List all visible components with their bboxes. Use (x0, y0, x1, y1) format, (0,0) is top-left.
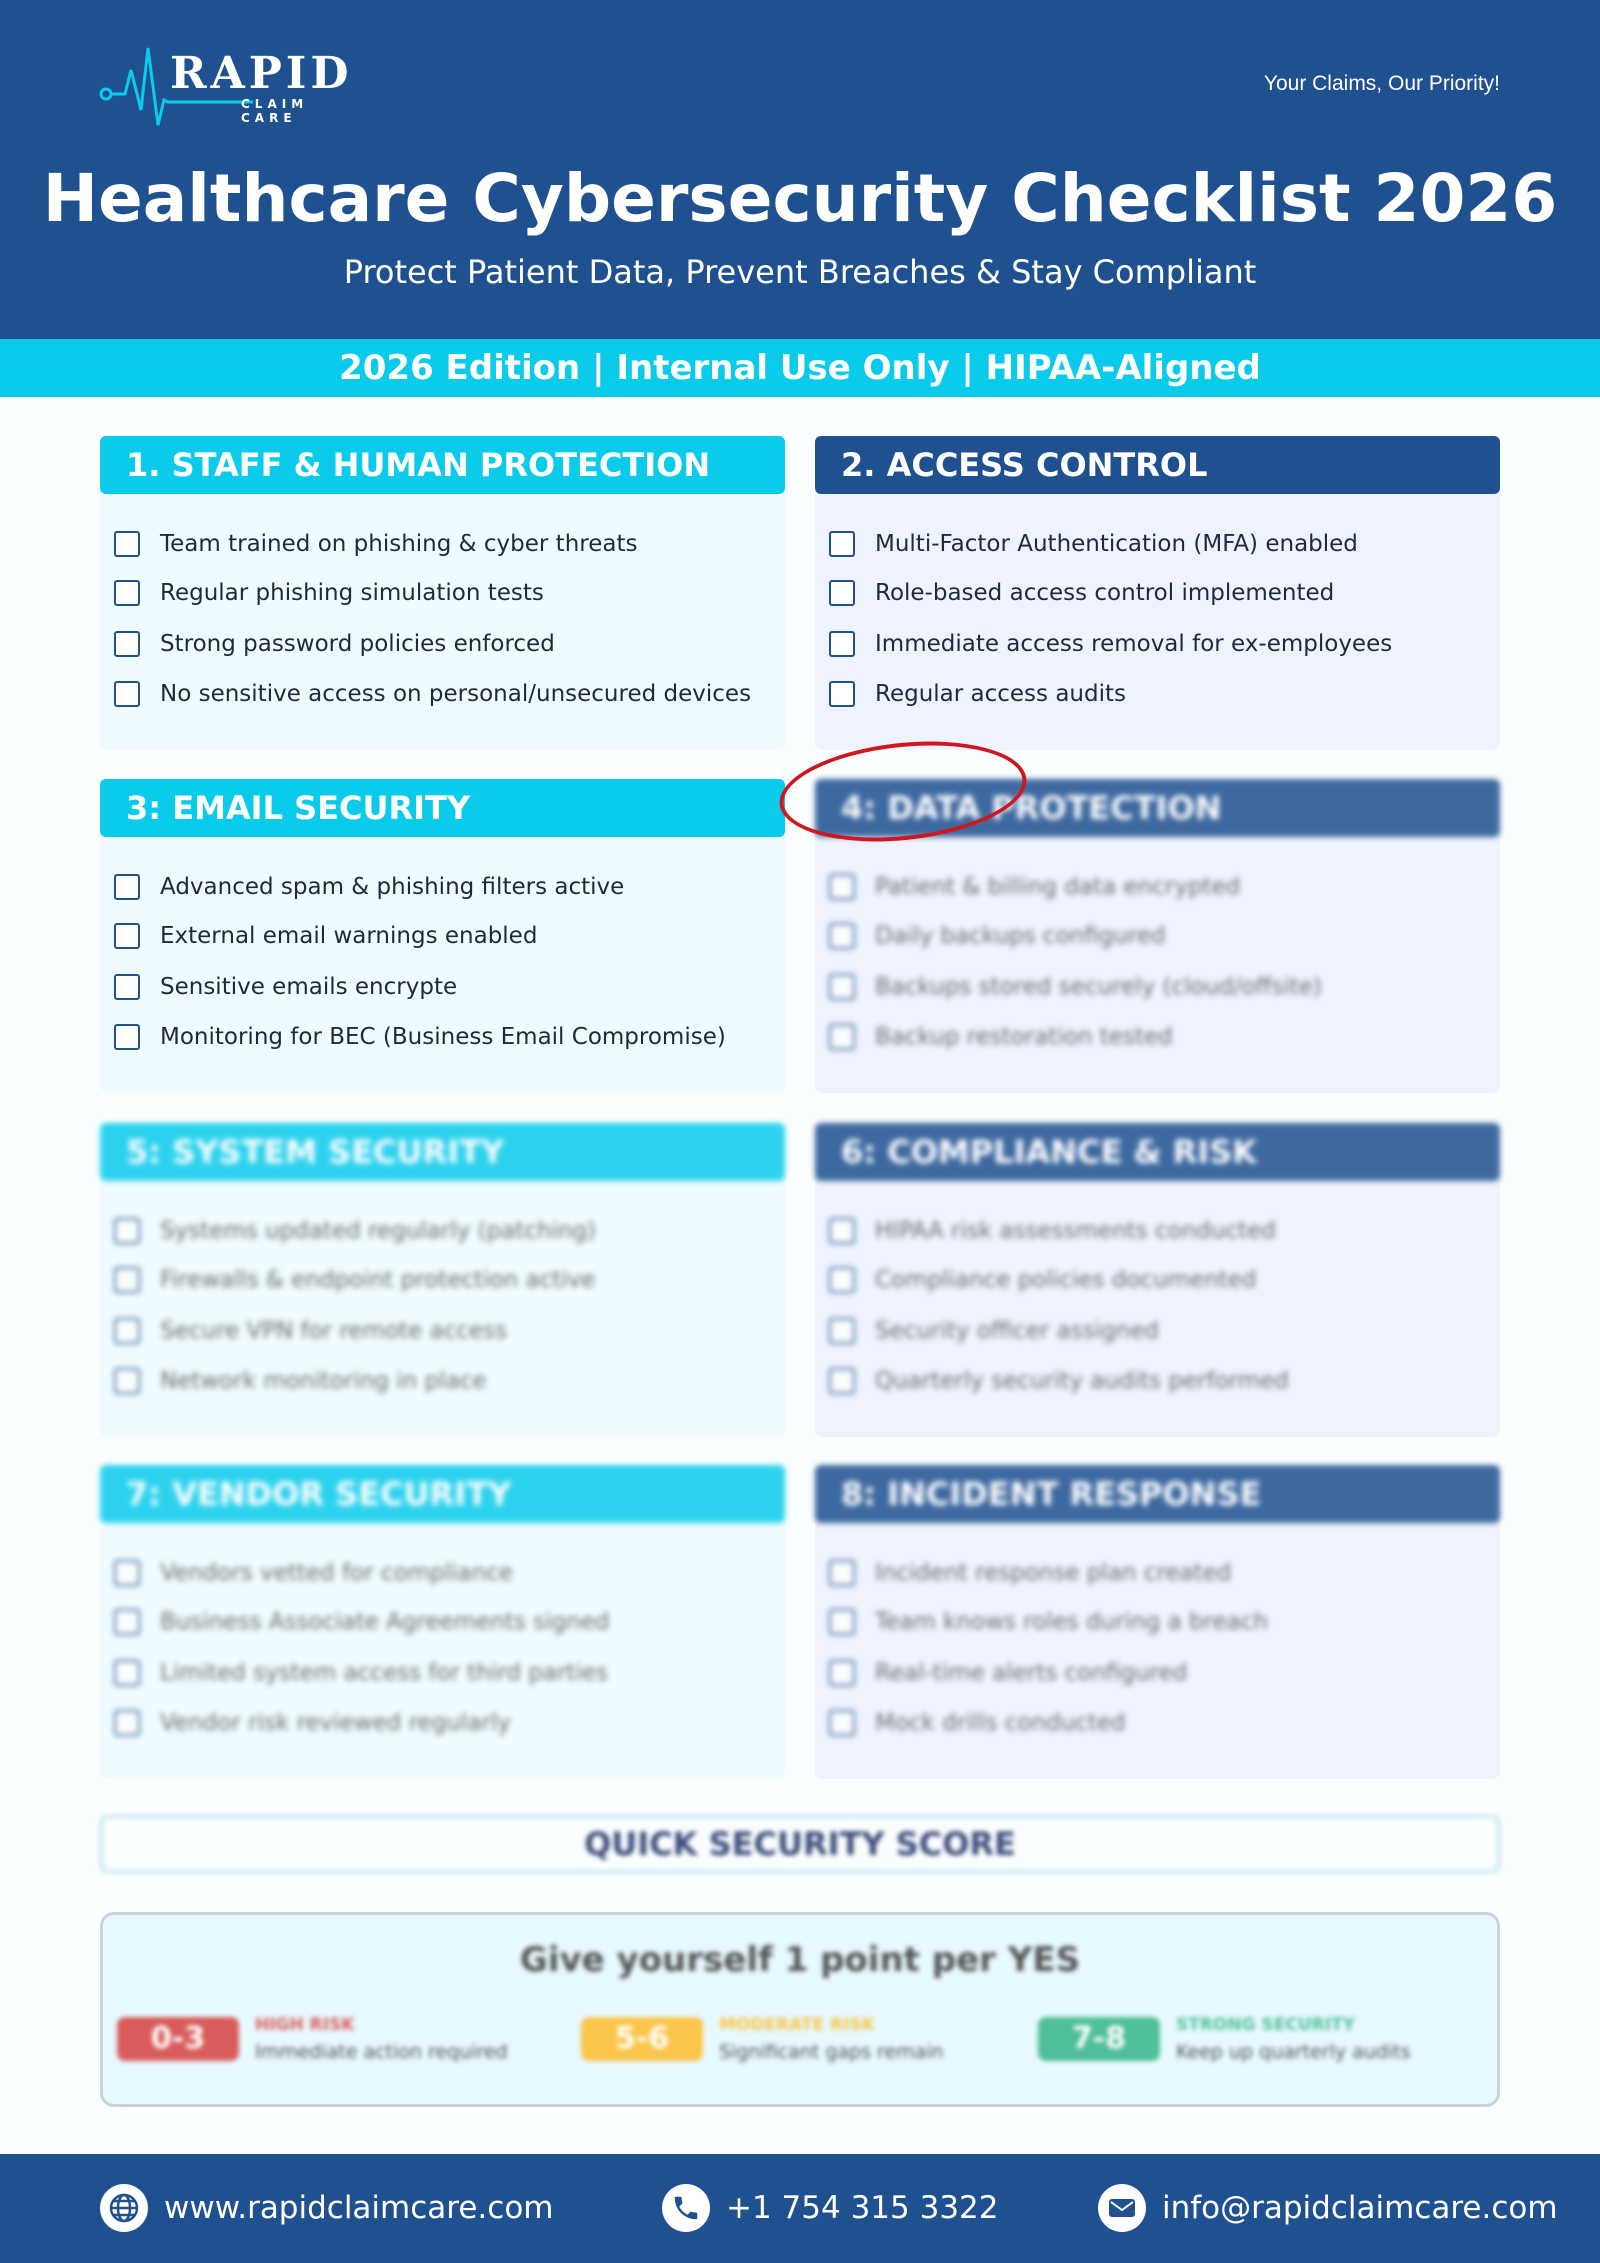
checklist-item[interactable] (829, 916, 1166, 956)
checklist-item[interactable] (114, 674, 751, 714)
checklist-item[interactable] (829, 1017, 1173, 1057)
header (0, 0, 1600, 340)
checklist-section (100, 436, 785, 750)
checkbox[interactable] (829, 580, 855, 606)
footer (0, 2154, 1600, 2263)
mail-icon (1098, 2184, 1146, 2232)
checkbox[interactable] (114, 874, 140, 900)
logo (98, 40, 368, 135)
checklist-item-label: Advanced spam & phishing filters active (160, 874, 625, 900)
page-title: Healthcare Cybersecurity Checklist 2026 (42, 160, 1558, 237)
checklist-item-label: Regular phishing simulation tests (160, 580, 544, 606)
checkbox[interactable] (829, 1368, 855, 1394)
checklist-item[interactable] (829, 1703, 1126, 1743)
checkbox[interactable] (829, 974, 855, 1000)
checklist-item[interactable] (114, 1311, 507, 1351)
checkbox[interactable] (829, 681, 855, 707)
globe-icon (100, 2184, 148, 2232)
checklist-item[interactable] (829, 867, 1240, 907)
checkbox[interactable] (829, 1024, 855, 1050)
email-link[interactable] (1098, 2184, 1558, 2232)
checkbox[interactable] (114, 974, 140, 1000)
checklist-item[interactable] (829, 1311, 1159, 1351)
checklist-item-label: Security officer assigned (875, 1318, 1160, 1344)
brand-sub: CLAIM CARE (241, 97, 309, 125)
checklist-item-label: Strong password policies enforced (160, 631, 555, 657)
checklist-item[interactable] (114, 1553, 513, 1593)
checklist-item-label: Business Associate Agreements signed (160, 1609, 610, 1635)
checklist-section (815, 1123, 1500, 1437)
checkbox[interactable] (829, 1218, 855, 1244)
checklist-section (815, 1465, 1500, 1779)
checkbox[interactable] (829, 1710, 855, 1736)
checklist-item-label: Role-based access control implemented (875, 580, 1335, 606)
score-level-name: STRONG SECURITY (1176, 2015, 1355, 2035)
website-text: www.rapidclaimcare.com (164, 2190, 554, 2226)
checklist-item-label: Monitoring for BEC (Business Email Compromise) (160, 1024, 726, 1050)
score-level-name: MODERATE RISK (719, 2015, 875, 2035)
score-range-badge: 0-3 (117, 2017, 239, 2061)
checklist-item-label: Incident response plan created (875, 1560, 1232, 1586)
checklist-item-label: Backup restoration tested (875, 1024, 1173, 1050)
checklist-item[interactable] (829, 967, 1322, 1007)
checkbox[interactable] (114, 531, 140, 557)
checklist-item-label: Vendors vetted for compliance (160, 1560, 513, 1586)
checklist-item[interactable] (114, 1653, 608, 1693)
checkbox[interactable] (829, 1318, 855, 1344)
checklist-item-label: Patient & billing data encrypted (875, 874, 1241, 900)
checklist-item-label: Real-time alerts configured (875, 1660, 1188, 1686)
section-title: 2. ACCESS CONTROL (815, 436, 1500, 494)
checklist-item-label: Team knows roles during a breach (875, 1609, 1268, 1635)
checklist-item[interactable] (829, 524, 1358, 564)
checklist-item[interactable] (829, 1361, 1289, 1401)
section-title: 7: VENDOR SECURITY (100, 1465, 785, 1523)
score-level (117, 2015, 508, 2063)
checklist-section (100, 1465, 785, 1779)
checklist-item[interactable] (114, 1361, 486, 1401)
checkbox[interactable] (114, 1368, 140, 1394)
checkbox[interactable] (114, 1024, 140, 1050)
section-title: 4: DATA PROTECTION (815, 779, 1500, 837)
checklist-item[interactable] (829, 573, 1334, 613)
checklist-item-label: Multi-Factor Authentication (MFA) enabled (875, 531, 1358, 557)
page-subtitle: Protect Patient Data, Prevent Breaches & Stay Compliant (343, 253, 1257, 291)
checklist-item[interactable] (114, 1017, 726, 1057)
checklist-item-label: Sensitive emails encrypte (160, 974, 458, 1000)
score-panel (100, 1912, 1500, 2107)
checklist-item-label: Team trained on phishing & cyber threats (160, 531, 638, 557)
score-level-name: HIGH RISK (255, 2015, 355, 2035)
score-level-desc: Significant gaps remain (719, 2041, 944, 2063)
score-level (581, 2015, 944, 2063)
checklist-item-label: External email warnings enabled (160, 923, 538, 949)
email-text: info@rapidclaimcare.com (1162, 2190, 1558, 2226)
section-title: 5: SYSTEM SECURITY (100, 1123, 785, 1181)
checklist-item-label: Firewalls & endpoint protection active (160, 1267, 596, 1293)
checkbox[interactable] (114, 1560, 140, 1586)
checklist-item[interactable] (114, 1211, 596, 1251)
phone-link[interactable] (662, 2184, 999, 2232)
checkbox[interactable] (829, 1609, 855, 1635)
checklist-item[interactable] (114, 1602, 609, 1642)
checklist-section (100, 1123, 785, 1437)
checklist-item[interactable] (829, 1553, 1231, 1593)
checklist-item[interactable] (114, 1703, 511, 1743)
checklist-item-label: Secure VPN for remote access (160, 1318, 507, 1344)
score-level (1038, 2015, 1411, 2063)
checkbox[interactable] (829, 1267, 855, 1293)
tagline: Your Claims, Our Priority! (1263, 72, 1500, 95)
checklist-item-label: Systems updated regularly (patching) (160, 1218, 596, 1244)
score-title: QUICK SECURITY SCORE (100, 1815, 1500, 1873)
checklist-item[interactable] (829, 1260, 1256, 1300)
checklist-section (100, 779, 785, 1093)
checklist-item[interactable] (829, 1653, 1187, 1693)
checklist-item-label: Immediate access removal for ex-employees (875, 631, 1393, 657)
checkbox[interactable] (829, 531, 855, 557)
checklist-section (815, 436, 1500, 750)
checkbox[interactable] (114, 1660, 140, 1686)
checkbox[interactable] (829, 1560, 855, 1586)
checklist-item[interactable] (114, 624, 555, 664)
edition-band: 2026 Edition | Internal Use Only | HIPAA-Aligned (0, 339, 1600, 397)
checklist-item-label: Regular access audits (875, 681, 1127, 707)
checkbox[interactable] (114, 631, 140, 657)
checklist-item[interactable] (829, 674, 1126, 714)
checkbox[interactable] (114, 1710, 140, 1736)
score-range-badge: 5-6 (581, 2017, 703, 2061)
checklist-item[interactable] (114, 867, 624, 907)
checklist-item[interactable] (114, 916, 537, 956)
checklist-item[interactable] (114, 573, 544, 613)
checklist-item[interactable] (829, 1211, 1276, 1251)
checklist-item[interactable] (114, 1260, 595, 1300)
checkbox[interactable] (114, 1267, 140, 1293)
checklist-item-label: HIPAA risk assessments conducted (875, 1218, 1276, 1244)
checklist-item-label: Limited system access for third parties (160, 1660, 608, 1686)
checklist-item-label: Backups stored securely (cloud/offsite) (875, 974, 1322, 1000)
checkbox[interactable] (114, 1609, 140, 1635)
checkbox[interactable] (114, 1318, 140, 1344)
checkbox[interactable] (829, 631, 855, 657)
score-instruction: Give yourself 1 point per YES (519, 1940, 1081, 1980)
section-title: 1. STAFF & HUMAN PROTECTION (100, 436, 785, 494)
score-level-desc: Keep up quarterly audits (1176, 2041, 1411, 2063)
brand-name: RAPID (170, 48, 353, 99)
checkbox[interactable] (829, 1660, 855, 1686)
checkbox[interactable] (114, 1218, 140, 1244)
checkbox[interactable] (829, 874, 855, 900)
phone-icon (662, 2184, 710, 2232)
phone-text: +1 754 315 3322 (726, 2190, 999, 2226)
checklist-item-label: Compliance policies documented (875, 1267, 1257, 1293)
section-title: 8: INCIDENT RESPONSE (815, 1465, 1500, 1523)
checklist-item-label: Mock drills conducted (875, 1710, 1126, 1736)
checkbox[interactable] (114, 923, 140, 949)
checklist-item-label: No sensitive access on personal/unsecured devices (160, 681, 752, 707)
score-range-badge: 7-8 (1038, 2017, 1160, 2061)
section-title: 3: EMAIL SECURITY (100, 779, 785, 837)
checklist-item[interactable] (829, 1602, 1268, 1642)
checkbox[interactable] (114, 580, 140, 606)
checklist-item[interactable] (829, 624, 1392, 664)
checklist-item-label: Quarterly security audits performed (875, 1368, 1289, 1394)
checklist-item[interactable] (114, 524, 637, 564)
score-level-desc: Immediate action required (255, 2041, 508, 2063)
checklist-item-label: Vendor risk reviewed regularly (160, 1710, 511, 1736)
checklist-item-label: Daily backups configured (875, 923, 1166, 949)
section-title: 6: COMPLIANCE & RISK (815, 1123, 1500, 1181)
checklist-item[interactable] (114, 967, 457, 1007)
checklist-item-label: Network monitoring in place (160, 1368, 487, 1394)
website-link[interactable] (100, 2184, 553, 2232)
checkbox[interactable] (829, 923, 855, 949)
checkbox[interactable] (114, 681, 140, 707)
